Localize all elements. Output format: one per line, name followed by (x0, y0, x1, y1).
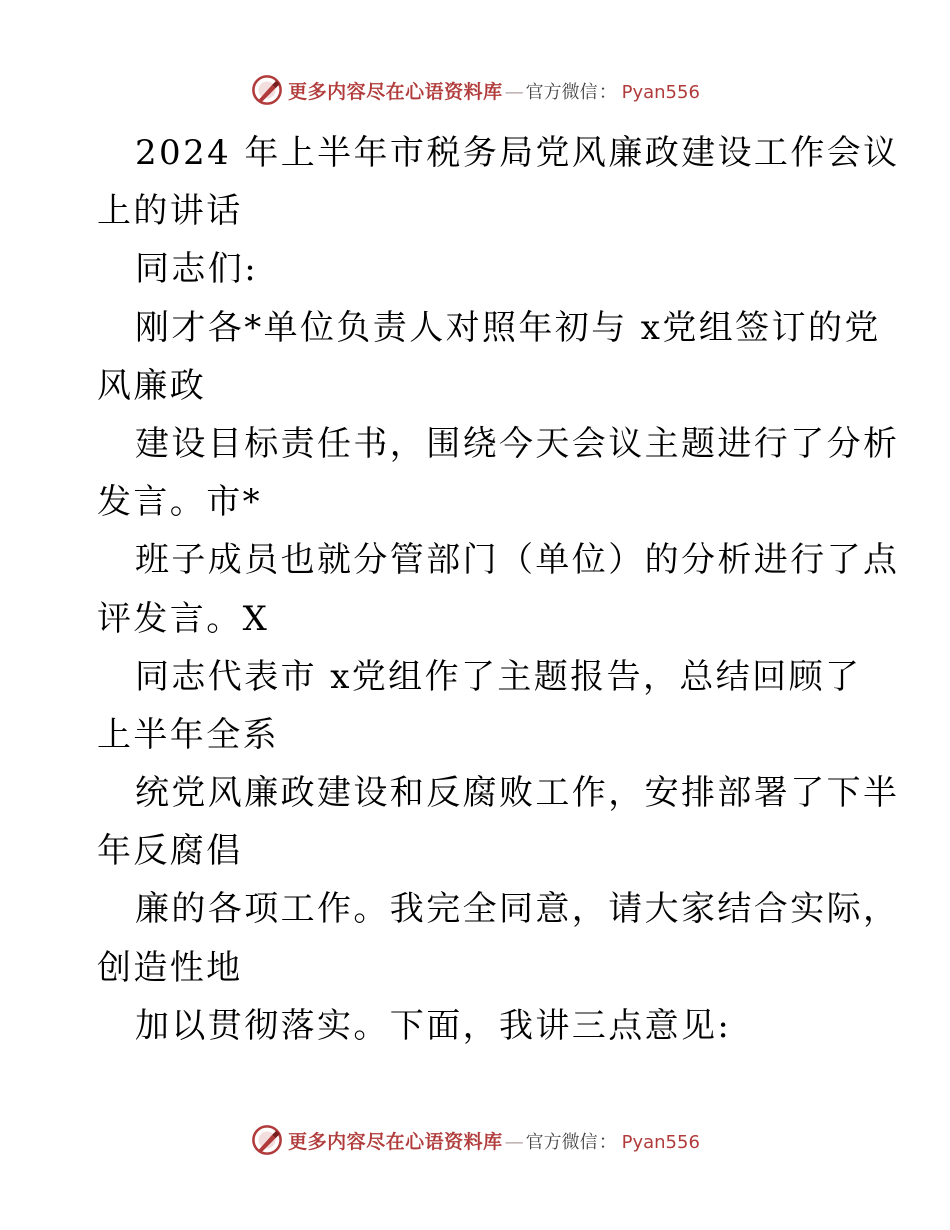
watermark-account: Pyan556 (621, 1131, 700, 1153)
text-line: 评发言。X (97, 598, 270, 639)
pen-logo-icon (250, 1123, 284, 1157)
text-line: 风廉政 (97, 365, 207, 406)
text-line: 上的讲话 (97, 191, 243, 232)
pen-logo-icon (250, 73, 284, 107)
watermark-dash: — (504, 80, 524, 103)
watermark-official-label: 官方微信 (525, 1131, 598, 1153)
text-line: 发言。市* (97, 482, 262, 523)
text-line: 班子成员也就分管部门（单位）的分析进行了点 (135, 540, 900, 581)
document-title-line: 2024 年上半年市税务局党风廉政建设工作会议 (135, 133, 900, 173)
text-line: 同志们: (135, 249, 259, 290)
watermark-colon: ： (598, 1130, 618, 1153)
watermark-account: Pyan556 (621, 81, 700, 103)
watermark-dash: — (504, 1130, 524, 1153)
text-line: 廉的各项工作。我完全同意，请大家结合实际， (135, 889, 900, 930)
text-line: 建设目标责任书，围绕今天会议主题进行了分析 (135, 423, 900, 464)
watermark-text: 更多内容尽在心语资料库 (288, 1130, 503, 1153)
text-line: 上半年全系 (97, 714, 279, 755)
text-line: 统党风廉政建设和反腐败工作，安排部署了下半 (135, 773, 900, 814)
footer-watermark (0, 1120, 950, 1160)
document-body (97, 124, 900, 1055)
text-line: 同志代表市 x党组作了主题报告，总结回顾了 (135, 656, 862, 697)
header-watermark (0, 70, 950, 110)
watermark-colon: ： (598, 80, 618, 103)
text-line: 加以贯彻落实。下面，我讲三点意见: (135, 1005, 732, 1046)
text-line: 年反腐倡 (97, 831, 243, 872)
watermark-text: 更多内容尽在心语资料库 (288, 80, 503, 103)
watermark-official-label: 官方微信 (525, 81, 598, 103)
text-line: 刚才各*单位负责人对照年初与 x党组签订的党 (135, 307, 881, 348)
text-line: 创造性地 (97, 947, 243, 988)
